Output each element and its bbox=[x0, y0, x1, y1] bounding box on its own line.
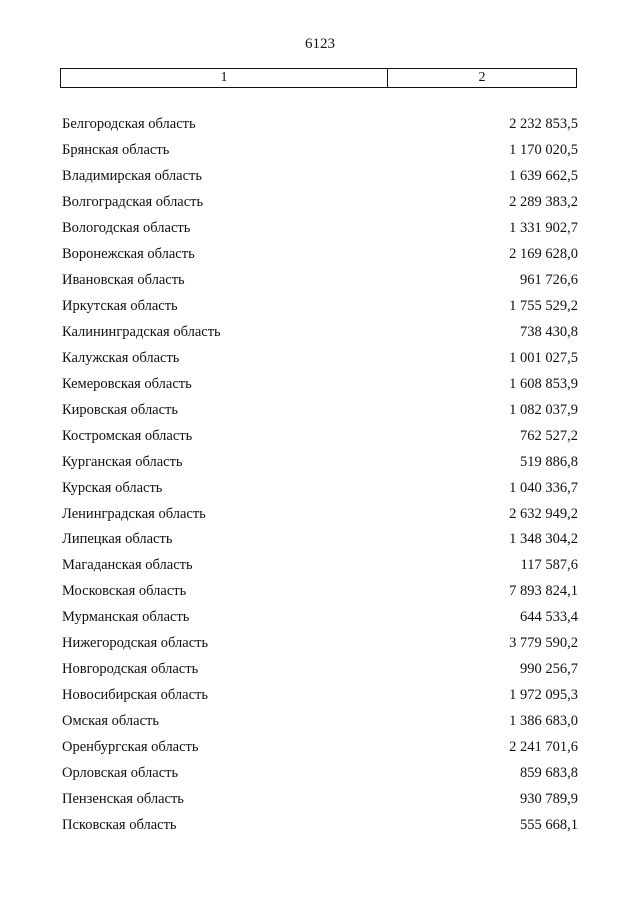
table-row bbox=[62, 527, 578, 553]
region-name: Новгородская область bbox=[62, 661, 199, 678]
region-name: Магаданская область bbox=[62, 557, 193, 574]
table-row bbox=[62, 138, 578, 164]
table-row bbox=[62, 320, 578, 346]
table-row bbox=[62, 294, 578, 320]
table-row bbox=[62, 501, 578, 527]
table-row bbox=[62, 423, 578, 449]
region-name: Орловская область bbox=[62, 764, 179, 781]
table-row bbox=[62, 579, 578, 605]
region-value: 930 789,9 bbox=[520, 790, 578, 807]
region-value: 644 533,4 bbox=[520, 609, 578, 626]
table-row bbox=[62, 475, 578, 501]
region-value: 555 668,1 bbox=[520, 816, 578, 833]
region-value: 2 169 628,0 bbox=[509, 246, 578, 263]
region-name: Брянская область bbox=[62, 142, 170, 159]
table-row bbox=[62, 735, 578, 761]
region-name: Нижегородская область bbox=[62, 635, 209, 652]
region-value: 1 755 529,2 bbox=[509, 298, 578, 315]
region-name: Ивановская область bbox=[62, 272, 185, 289]
region-value: 7 893 824,1 bbox=[509, 583, 578, 600]
table-row bbox=[62, 605, 578, 631]
region-name: Новосибирская область bbox=[62, 687, 208, 704]
region-name: Вологодская область bbox=[62, 220, 191, 237]
region-value: 1 082 037,9 bbox=[509, 401, 578, 418]
region-value: 1 170 020,5 bbox=[509, 142, 578, 159]
region-value: 2 632 949,2 bbox=[509, 505, 578, 522]
region-name: Владимирская область bbox=[62, 168, 202, 185]
region-value: 1 972 095,3 bbox=[509, 687, 578, 704]
table-row bbox=[62, 657, 578, 683]
region-value: 1 639 662,5 bbox=[509, 168, 578, 185]
table-row bbox=[62, 683, 578, 709]
table-row bbox=[62, 786, 578, 812]
table-row bbox=[62, 631, 578, 657]
region-value: 2 289 383,2 bbox=[509, 194, 578, 211]
region-value: 1 331 902,7 bbox=[509, 220, 578, 237]
table-header bbox=[60, 68, 577, 88]
region-name: Костромская область bbox=[62, 427, 193, 444]
region-value: 1 608 853,9 bbox=[509, 375, 578, 392]
table-row bbox=[62, 449, 578, 475]
region-name: Омская область bbox=[62, 713, 159, 730]
table-row bbox=[62, 268, 578, 294]
region-name: Иркутская область bbox=[62, 298, 178, 315]
table-row bbox=[62, 345, 578, 371]
region-name: Волгоградская область bbox=[62, 194, 204, 211]
table-row bbox=[62, 371, 578, 397]
region-value: 1 386 683,0 bbox=[509, 713, 578, 730]
region-name: Калужская область bbox=[62, 349, 180, 366]
table-row bbox=[62, 397, 578, 423]
table-row bbox=[62, 760, 578, 786]
table-row bbox=[62, 242, 578, 268]
table-row bbox=[62, 112, 578, 138]
region-value: 961 726,6 bbox=[520, 272, 578, 289]
region-value: 762 527,2 bbox=[520, 427, 578, 444]
region-value: 117 587,6 bbox=[520, 557, 578, 574]
region-name: Псковская область bbox=[62, 816, 177, 833]
region-name: Курганская область bbox=[62, 453, 183, 470]
region-name: Воронежская область bbox=[62, 246, 195, 263]
table-row bbox=[62, 164, 578, 190]
region-value: 859 683,8 bbox=[520, 764, 578, 781]
region-name: Оренбургская область bbox=[62, 738, 199, 755]
region-name: Московская область bbox=[62, 583, 187, 600]
region-name: Пензенская область bbox=[62, 790, 184, 807]
table-row bbox=[62, 190, 578, 216]
region-name: Кировская область bbox=[62, 401, 179, 418]
region-value: 2 241 701,6 bbox=[509, 738, 578, 755]
region-value: 1 001 027,5 bbox=[509, 349, 578, 366]
region-name: Липецкая область bbox=[62, 531, 173, 548]
region-name: Калининградская область bbox=[62, 323, 221, 340]
table-row bbox=[62, 216, 578, 242]
table-row bbox=[62, 709, 578, 735]
region-name: Белгородская область bbox=[62, 116, 196, 133]
region-value: 519 886,8 bbox=[520, 453, 578, 470]
region-value: 990 256,7 bbox=[520, 661, 578, 678]
column-header-1: 1 bbox=[61, 69, 388, 87]
table-body bbox=[62, 112, 578, 838]
region-value: 1 348 304,2 bbox=[509, 531, 578, 548]
region-name: Курская область bbox=[62, 479, 163, 496]
table-row bbox=[62, 553, 578, 579]
region-name: Мурманская область bbox=[62, 609, 190, 626]
region-value: 1 040 336,7 bbox=[509, 479, 578, 496]
region-value: 738 430,8 bbox=[520, 323, 578, 340]
column-header-2: 2 bbox=[478, 70, 486, 85]
table-row bbox=[62, 812, 578, 838]
region-name: Кемеровская область bbox=[62, 375, 192, 392]
region-name: Ленинградская область bbox=[62, 505, 206, 522]
region-value: 3 779 590,2 bbox=[509, 635, 578, 652]
page-number: 6123 bbox=[305, 36, 335, 52]
region-value: 2 232 853,5 bbox=[509, 116, 578, 133]
